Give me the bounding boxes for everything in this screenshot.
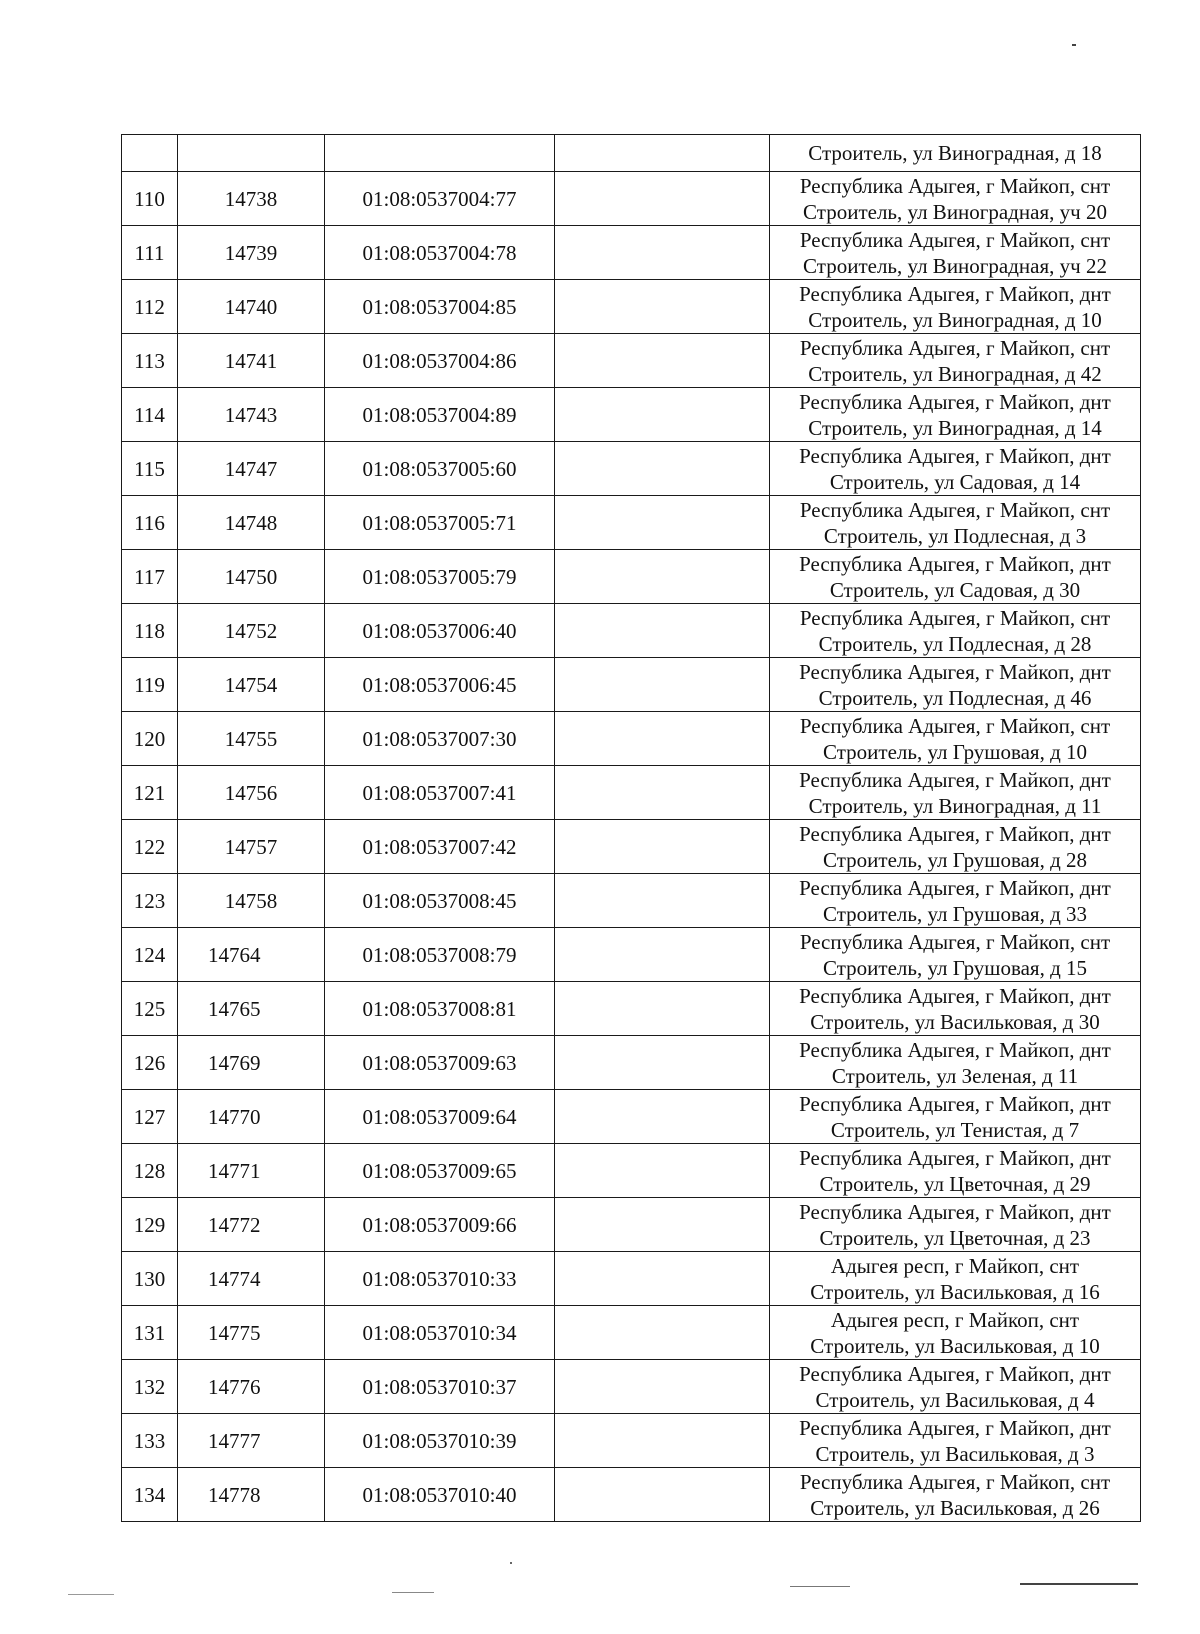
address-line-1: Республика Адыгея, г Майкоп, снт: [799, 497, 1111, 522]
table-row: [122, 928, 1141, 982]
table-row: [122, 280, 1141, 334]
address-line-2: Строитель, ул Грушовая, д 10: [822, 739, 1088, 764]
scan-line-mark: [392, 1592, 434, 1593]
row-number-cell: 127: [122, 1090, 178, 1144]
address-cell: [770, 604, 1141, 658]
table-row-continuation: [122, 135, 1141, 172]
table-row: [122, 658, 1141, 712]
row-number-cell: 114: [122, 388, 178, 442]
scan-speck: [510, 1562, 512, 1564]
cadastral-number-cell: 01:08:0537007:41: [325, 766, 555, 820]
empty-cell: [555, 334, 770, 388]
address-line-2: Строитель, ул Виноградная, уч 22: [803, 253, 1107, 278]
address-line-1: Республика Адыгея, г Майкоп, днт: [799, 1415, 1111, 1440]
row-number-cell: 131: [122, 1306, 178, 1360]
registry-table-body: [122, 135, 1141, 1522]
cadastral-number-cell: 01:08:0537004:77: [325, 172, 555, 226]
table-row: [122, 388, 1141, 442]
registry-number-cell: 14778: [178, 1468, 325, 1522]
registry-number-cell: 14741: [178, 334, 325, 388]
address-cell: [770, 1414, 1141, 1468]
table-row: [122, 712, 1141, 766]
cadastral-number-cell: [325, 135, 555, 172]
address-line-2: Строитель, ул Цветочная, д 29: [819, 1171, 1091, 1196]
address-line-2: Строитель, ул Васильковая, д 4: [815, 1387, 1095, 1412]
address-line-1: Республика Адыгея, г Майкоп, днт: [799, 875, 1111, 900]
registry-number-cell: 14758: [178, 874, 325, 928]
address-line-2: Строитель, ул Садовая, д 30: [829, 577, 1081, 602]
row-number-cell: 133: [122, 1414, 178, 1468]
registry-number-cell: 14754: [178, 658, 325, 712]
empty-cell: [555, 766, 770, 820]
address-line-1: Республика Адыгея, г Майкоп, днт: [799, 659, 1111, 684]
row-number-cell: 126: [122, 1036, 178, 1090]
table-row: [122, 820, 1141, 874]
address-cell: [770, 982, 1141, 1036]
table-row: [122, 1090, 1141, 1144]
table-row: [122, 1414, 1141, 1468]
address-cell: [770, 712, 1141, 766]
empty-cell: [555, 135, 770, 172]
registry-number-cell: 14775: [178, 1306, 325, 1360]
cadastral-number-cell: 01:08:0537006:45: [325, 658, 555, 712]
scan-line-mark: [1020, 1583, 1138, 1585]
registry-number-cell: 14743: [178, 388, 325, 442]
row-number-cell: 119: [122, 658, 178, 712]
address-cell: [770, 1144, 1141, 1198]
address-line-2: Строитель, ул Подлесная, д 46: [818, 685, 1092, 710]
address-line-1: Республика Адыгея, г Майкоп, днт: [799, 1037, 1111, 1062]
empty-cell: [555, 712, 770, 766]
table-row: [122, 1036, 1141, 1090]
address-cell: [770, 928, 1141, 982]
address-line-2: Строитель, ул Цветочная, д 23: [819, 1225, 1091, 1250]
cadastral-number-cell: 01:08:0537009:63: [325, 1036, 555, 1090]
address-line-1: Республика Адыгея, г Майкоп, днт: [799, 1361, 1111, 1386]
address-cell: [770, 1468, 1141, 1522]
address-cell: [770, 135, 1141, 172]
registry-number-cell: 14752: [178, 604, 325, 658]
address-cell: [770, 280, 1141, 334]
row-number-cell: 120: [122, 712, 178, 766]
empty-cell: [555, 1306, 770, 1360]
empty-cell: [555, 1360, 770, 1414]
address-line-2: Строитель, ул Грушовая, д 33: [822, 901, 1088, 926]
address-line-2: Строитель, ул Подлесная, д 28: [818, 631, 1092, 656]
registry-number-cell: 14772: [178, 1198, 325, 1252]
address-cell: [770, 658, 1141, 712]
row-number-cell: 122: [122, 820, 178, 874]
table-row: [122, 1144, 1141, 1198]
empty-cell: [555, 1090, 770, 1144]
empty-cell: [555, 388, 770, 442]
table-row: [122, 550, 1141, 604]
cadastral-number-cell: 01:08:0537010:40: [325, 1468, 555, 1522]
cadastral-number-cell: 01:08:0537010:39: [325, 1414, 555, 1468]
address-line-1: Республика Адыгея, г Майкоп, днт: [799, 281, 1111, 306]
empty-cell: [555, 928, 770, 982]
address-line-1: Республика Адыгея, г Майкоп, днт: [799, 389, 1111, 414]
cadastral-number-cell: 01:08:0537008:79: [325, 928, 555, 982]
cadastral-number-cell: 01:08:0537004:85: [325, 280, 555, 334]
address-line-2: Строитель, ул Васильковая, д 16: [810, 1279, 1100, 1304]
address-cell: [770, 496, 1141, 550]
empty-cell: [555, 982, 770, 1036]
address-line-2: Строитель, ул Виноградная, уч 20: [803, 199, 1107, 224]
address-line-2: Строитель, ул Тенистая, д 7: [830, 1117, 1080, 1142]
row-number-cell: 128: [122, 1144, 178, 1198]
row-number-cell: 125: [122, 982, 178, 1036]
address-line-2: Строитель, ул Садовая, д 14: [829, 469, 1081, 494]
cadastral-number-cell: 01:08:0537010:34: [325, 1306, 555, 1360]
registry-number-cell: 14748: [178, 496, 325, 550]
row-number-cell: 130: [122, 1252, 178, 1306]
address-line-1: Республика Адыгея, г Майкоп, днт: [799, 1091, 1111, 1116]
address-line-1: Адыгея респ, г Майкоп, снт: [830, 1253, 1080, 1278]
cadastral-number-cell: 01:08:0537005:79: [325, 550, 555, 604]
table-row: [122, 172, 1141, 226]
address-line-2: Строитель, ул Грушовая, д 28: [822, 847, 1088, 872]
row-number-cell: 134: [122, 1468, 178, 1522]
address-line-1: Республика Адыгея, г Майкоп, днт: [799, 1199, 1111, 1224]
registry-number-cell: 14770: [178, 1090, 325, 1144]
cadastral-number-cell: 01:08:0537009:64: [325, 1090, 555, 1144]
empty-cell: [555, 226, 770, 280]
row-number-cell: 111: [122, 226, 178, 280]
cadastral-number-cell: 01:08:0537008:45: [325, 874, 555, 928]
address-line-1: Республика Адыгея, г Майкоп, снт: [799, 1469, 1111, 1494]
row-number-cell: 129: [122, 1198, 178, 1252]
address-cell: [770, 820, 1141, 874]
table-row: [122, 874, 1141, 928]
empty-cell: [555, 550, 770, 604]
address-line-2: Строитель, ул Виноградная, д 11: [808, 793, 1102, 818]
address-cell: [770, 1252, 1141, 1306]
registry-number-cell: 14757: [178, 820, 325, 874]
registry-number-cell: 14764: [178, 928, 325, 982]
table-row: [122, 1468, 1141, 1522]
cadastral-number-cell: 01:08:0537007:42: [325, 820, 555, 874]
address-line-1: Республика Адыгея, г Майкоп, снт: [799, 173, 1111, 198]
row-number-cell: 117: [122, 550, 178, 604]
address-cell: [770, 172, 1141, 226]
row-number-cell: 116: [122, 496, 178, 550]
address-line-1: Республика Адыгея, г Майкоп, днт: [799, 443, 1111, 468]
empty-cell: [555, 820, 770, 874]
address-line-2: Строитель, ул Васильковая, д 10: [810, 1333, 1100, 1358]
row-number-cell: 112: [122, 280, 178, 334]
empty-cell: [555, 1468, 770, 1522]
address-line-2: Строитель, ул Грушовая, д 15: [822, 955, 1088, 980]
address-line-2: Строитель, ул Васильковая, д 30: [810, 1009, 1100, 1034]
empty-cell: [555, 874, 770, 928]
registry-number-cell: 14771: [178, 1144, 325, 1198]
empty-cell: [555, 442, 770, 496]
registry-number-cell: 14774: [178, 1252, 325, 1306]
row-number-cell: 123: [122, 874, 178, 928]
table-row: [122, 226, 1141, 280]
cadastral-number-cell: 01:08:0537006:40: [325, 604, 555, 658]
table-row: [122, 334, 1141, 388]
cadastral-number-cell: 01:08:0537009:65: [325, 1144, 555, 1198]
address-cell: [770, 226, 1141, 280]
registry-number-cell: 14769: [178, 1036, 325, 1090]
address-line-2: Строитель, ул Подлесная, д 3: [823, 523, 1087, 548]
row-number-cell: [122, 135, 178, 172]
table-row: [122, 604, 1141, 658]
address-cell: [770, 1090, 1141, 1144]
row-number-cell: 118: [122, 604, 178, 658]
address-line-2: Строитель, ул Виноградная, д 10: [808, 307, 1102, 332]
cadastral-number-cell: 01:08:0537005:60: [325, 442, 555, 496]
cadastral-number-cell: 01:08:0537010:33: [325, 1252, 555, 1306]
address-line-1: Республика Адыгея, г Майкоп, снт: [799, 335, 1111, 360]
registry-number-cell: 14765: [178, 982, 325, 1036]
row-number-cell: 110: [122, 172, 178, 226]
address-line-1: Республика Адыгея, г Майкоп, снт: [799, 929, 1111, 954]
table-row: [122, 982, 1141, 1036]
registry-number-cell: [178, 135, 325, 172]
row-number-cell: 124: [122, 928, 178, 982]
cadastral-number-cell: 01:08:0537004:86: [325, 334, 555, 388]
table-row: [122, 1198, 1141, 1252]
address-line-1: Республика Адыгея, г Майкоп, снт: [799, 713, 1111, 738]
cadastral-number-cell: 01:08:0537004:78: [325, 226, 555, 280]
address-cell: [770, 1306, 1141, 1360]
registry-number-cell: 14739: [178, 226, 325, 280]
row-number-cell: 113: [122, 334, 178, 388]
address-line-2: Строитель, ул Васильковая, д 3: [815, 1441, 1095, 1466]
registry-number-cell: 14740: [178, 280, 325, 334]
empty-cell: [555, 658, 770, 712]
cadastral-number-cell: 01:08:0537004:89: [325, 388, 555, 442]
address-line-1: Республика Адыгея, г Майкоп, днт: [799, 767, 1111, 792]
table-row: [122, 442, 1141, 496]
empty-cell: [555, 604, 770, 658]
empty-cell: [555, 1252, 770, 1306]
registry-number-cell: 14756: [178, 766, 325, 820]
table-row: [122, 766, 1141, 820]
address-line-1: Республика Адыгея, г Майкоп, снт: [799, 227, 1111, 252]
empty-cell: [555, 1144, 770, 1198]
scan-line-mark: [68, 1594, 114, 1595]
address-cell: [770, 1360, 1141, 1414]
cadastral-number-cell: 01:08:0537007:30: [325, 712, 555, 766]
registry-number-cell: 14750: [178, 550, 325, 604]
address-line-2: Строитель, ул Васильковая, д 26: [810, 1495, 1100, 1520]
address-line-1: Республика Адыгея, г Майкоп, снт: [799, 605, 1111, 630]
scan-line-mark: [790, 1586, 850, 1587]
empty-cell: [555, 280, 770, 334]
table-row: [122, 1360, 1141, 1414]
cadastral-number-cell: 01:08:0537010:37: [325, 1360, 555, 1414]
address-line-1: Республика Адыгея, г Майкоп, днт: [799, 983, 1111, 1008]
cadastral-number-cell: 01:08:0537008:81: [325, 982, 555, 1036]
address-line-1: Республика Адыгея, г Майкоп, днт: [799, 1145, 1111, 1170]
address-cell: [770, 388, 1141, 442]
row-number-cell: 115: [122, 442, 178, 496]
registry-number-cell: 14747: [178, 442, 325, 496]
address-line-2: Строитель, ул Виноградная, д 42: [808, 361, 1102, 386]
row-number-cell: 121: [122, 766, 178, 820]
empty-cell: [555, 496, 770, 550]
address-cell: [770, 1036, 1141, 1090]
address-line: Строитель, ул Виноградная, д 18: [808, 141, 1102, 165]
cadastral-number-cell: 01:08:0537009:66: [325, 1198, 555, 1252]
empty-cell: [555, 1198, 770, 1252]
registry-number-cell: 14738: [178, 172, 325, 226]
registry-number-cell: 14755: [178, 712, 325, 766]
address-cell: [770, 766, 1141, 820]
address-cell: [770, 550, 1141, 604]
row-number-cell: 132: [122, 1360, 178, 1414]
cadastral-number-cell: 01:08:0537005:71: [325, 496, 555, 550]
scan-speck: [1072, 44, 1076, 46]
empty-cell: [555, 172, 770, 226]
address-cell: [770, 334, 1141, 388]
table-row: [122, 496, 1141, 550]
address-line-1: Республика Адыгея, г Майкоп, днт: [799, 551, 1111, 576]
registry-number-cell: 14776: [178, 1360, 325, 1414]
address-line-2: Строитель, ул Виноградная, д 14: [808, 415, 1102, 440]
address-line-2: Строитель, ул Зеленая, д 11: [831, 1063, 1079, 1088]
address-line-1: Адыгея респ, г Майкоп, снт: [830, 1307, 1080, 1332]
registry-number-cell: 14777: [178, 1414, 325, 1468]
address-line-1: Республика Адыгея, г Майкоп, днт: [799, 821, 1111, 846]
table-row: [122, 1306, 1141, 1360]
address-cell: [770, 874, 1141, 928]
address-cell: [770, 442, 1141, 496]
address-cell: [770, 1198, 1141, 1252]
empty-cell: [555, 1414, 770, 1468]
table-row: [122, 1252, 1141, 1306]
empty-cell: [555, 1036, 770, 1090]
registry-table: [121, 134, 1141, 1522]
